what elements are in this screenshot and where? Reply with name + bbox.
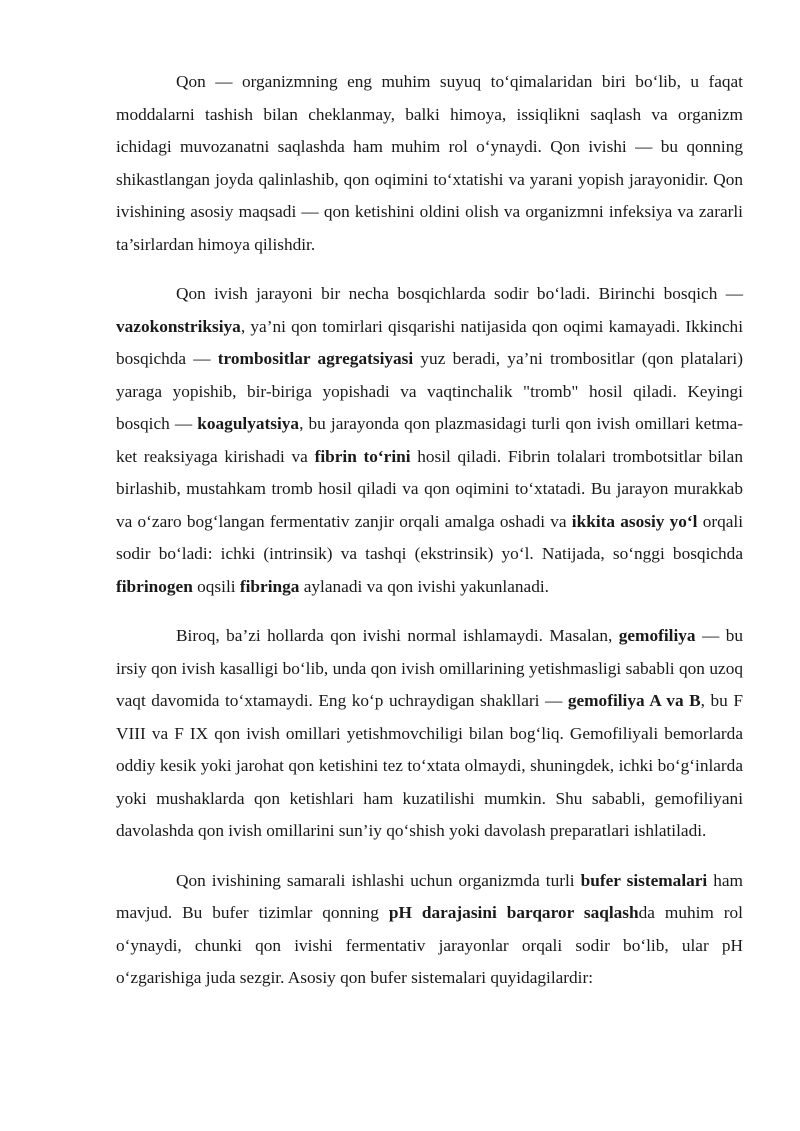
text-run: oqsili <box>192 576 240 596</box>
text-run: , bu F VIII va F IX qon ivish omillari yetishmovchiligi bilan bog‘liq. Gemofiliyali bemorlarda oddiy kesik yoki jarohat qon ketishini tez to‘xtata olmaydi, shuningdek, ichki bo‘g‘inlarda yoki mushaklarda qon ketishlari ham kuzatilishi mumkin. Shu sababli, gemofiliyani davolashda qon ivish omillarini sun’iy qo‘shish yoki davolash preparatlari ishlatiladi. <box>116 691 743 840</box>
text-run: da muhim rol o‘ynaydi, chunki qon ivishi fermentativ jarayonlar orqali sodir bo‘lib, ular pH o‘zgarishiga juda sezgir. Asosiy qon bufer sistemalari quyidagilardir: <box>116 903 743 987</box>
text-run: yuz beradi, ya’ni trombositlar (qon platalari) yaraga yopishib, bir-biriga yopishadi va vaqtinchalik "tromb" hosil qiladi. Keyingi bosqich — <box>116 349 743 433</box>
bold-term: pH darajasini barqaror saqlash <box>388 903 639 922</box>
bold-term: koagulyatsiya <box>197 414 300 433</box>
text-run: , ya’ni qon tomirlari qisqarishi natijasida qon oqimi kamayadi. Ikkinchi bosqichda — <box>116 316 743 368</box>
text-run: — bu irsiy qon ivish kasalligi bo‘lib, unda qon ivish omillarining yetishmasligi sababli qon uzoq vaqt davomida to‘xtamaydi. Eng ko‘p uchraydigan shakllari — <box>116 626 744 710</box>
document-page <box>116 66 743 1012</box>
paragraph-clotting-stages <box>116 278 743 603</box>
text-run: Biroq, ba’zi hollarda qon ivishi normal ishlamaydi. Masalan, <box>176 626 619 645</box>
text-run: Qon — organizmning eng muhim suyuq to‘qimalaridan biri bo‘lib, u faqat moddalarni tashish bilan cheklanmay, balki himoya, issiqlikni saqlash va organizm ichidagi muvozanatni saqlashda ham muhim rol o‘ynaydi. Qon ivishi — bu qonning shikastlangan joyda qalinlashib, qon oqimini to‘xtatishi va yarani yopish jarayonidir. Qon ivishining asosiy maqsadi — qon ketishini oldini olish va organizmni infeksiya va zararli ta’sirlardan himoya qilishdir. <box>116 72 743 254</box>
bold-term: gemofiliya <box>618 626 696 645</box>
bold-term: fibringa <box>239 576 300 596</box>
text-run: aylanadi va qon ivishi yakunlanadi. <box>299 576 549 596</box>
bold-term: fibrin to‘rini <box>314 446 411 466</box>
bold-term: vazokonstriksiya <box>116 316 241 336</box>
paragraph-buffer-systems <box>116 865 743 995</box>
bold-term: bufer sistemalari <box>580 870 708 890</box>
text-run: hosil qiladi. Fibrin tolalari trombotsitlar bilan birlashib, mustahkam tromb hosil qiladi va qon oqimini to‘xtatadi. Bu jarayon murakkab va o‘zaro bog‘langan fermentativ zanjir orqali amalga oshadi va <box>116 446 743 531</box>
text-run: orqali sodir bo‘ladi: ichki (intrinsik) va tashqi (ekstrinsik) yo‘l. Natijada, so‘nggi bosqichda <box>116 511 743 563</box>
text-run: , bu jarayonda qon plazmasidagi turli qon ivish omillari ketma-ket reaksiyaga kirishadi va <box>116 414 743 466</box>
bold-term: trombositlar agregatsiyasi <box>217 349 414 368</box>
text-run: ham mavjud. Bu bufer tizimlar qonning <box>116 870 743 922</box>
bold-term: ikkita asosiy yo‘l <box>571 511 698 531</box>
bold-term: fibrinogen <box>116 576 193 596</box>
bold-term: gemofiliya A va B <box>567 691 701 710</box>
paragraph-hemophilia <box>116 620 743 848</box>
text-run: Qon ivishining samarali ishlashi uchun organizmda turli <box>176 870 581 890</box>
text-run: Qon ivish jarayoni bir necha bosqichlarda sodir bo‘ladi. Birinchi bosqich — <box>176 284 743 303</box>
paragraph-intro <box>116 66 743 261</box>
